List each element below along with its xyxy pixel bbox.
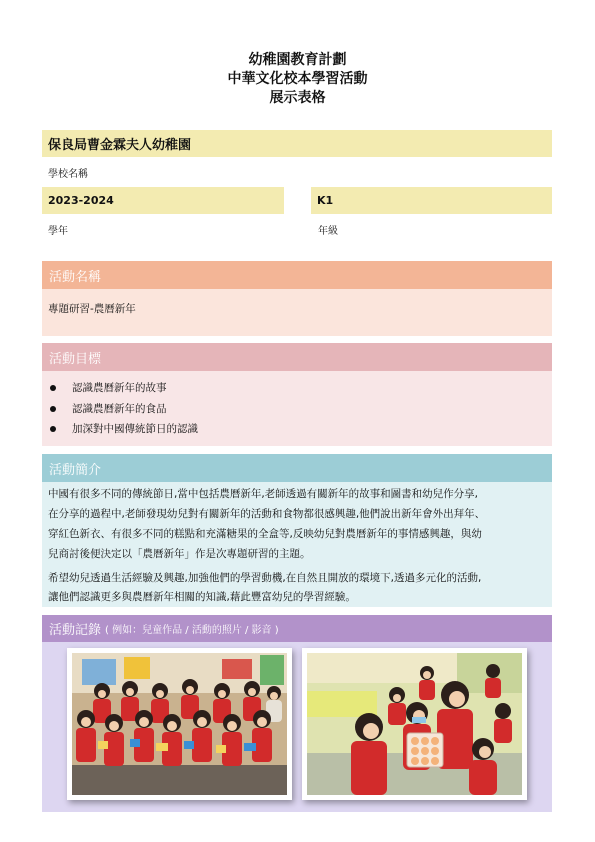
intro-paragraph-line: 中國有很多不同的傳統節日,當中包括農曆新年,老師透過有關新年的故事和圖書和幼兒作分享, bbox=[48, 488, 479, 500]
bullet-icon bbox=[50, 406, 56, 412]
grade-caption: 年級 bbox=[318, 226, 338, 237]
activity-goals-heading-text: 活動目標 bbox=[49, 351, 102, 367]
goal-text: 認識農曆新年的故事 bbox=[72, 382, 167, 394]
activity-records-heading bbox=[42, 615, 552, 642]
year-field bbox=[42, 187, 284, 214]
activity-goals-heading bbox=[42, 343, 552, 371]
activity-photo-classroom bbox=[67, 648, 292, 800]
intro-paragraph-line: 穿紅色新衣、有很多不同的糕點和充滿糖果的全盒等,反映幼兒對農曆新年的事情感興趣，與幼 bbox=[48, 528, 482, 540]
school-name-field bbox=[42, 130, 552, 157]
goal-text: 加深對中國傳統節日的認識 bbox=[72, 423, 198, 435]
goal-item bbox=[50, 421, 198, 436]
goal-text: 認識農曆新年的食品 bbox=[72, 403, 167, 415]
intro-paragraph-line: 讓他們認識更多與農曆新年相關的知識,藉此豐富幼兒的學習經驗。 bbox=[48, 591, 356, 603]
intro-paragraph-line: 在分享的過程中,老師發現幼兒對有關新年的活動和食物都很感興趣,他們說出新年會外出拜年、 bbox=[48, 508, 486, 520]
classroom-group-photo-image bbox=[72, 653, 287, 795]
activity-intro-heading-text: 活動簡介 bbox=[49, 462, 102, 478]
year-caption: 學年 bbox=[48, 226, 68, 237]
activity-name-heading-text: 活動名稱 bbox=[49, 269, 102, 285]
form-title-line3: 展示表格 bbox=[269, 90, 326, 106]
school-name-caption: 學校名稱 bbox=[48, 169, 88, 180]
form-title-line2: 中華文化校本學習活動 bbox=[227, 71, 368, 87]
school-name-value: 保良局曹金霖夫人幼稚園 bbox=[48, 138, 192, 153]
activity-name-value: 專題研習-農曆新年 bbox=[48, 303, 136, 315]
form-title-line1: 幼稚園教育計劃 bbox=[248, 52, 347, 68]
intro-paragraph-line: 希望幼兒透過生活經驗及興趣,加強他們的學習動機,在自然且開放的環境下,透過多元化的活動, bbox=[48, 572, 482, 584]
activity-records-heading-text: 活動記錄 bbox=[49, 623, 102, 638]
activity-records-subheading: ( 例如：兒童作品 / 活動的照片 / 影音 ) bbox=[105, 625, 279, 636]
bullet-icon bbox=[50, 426, 56, 432]
grade-value: K1 bbox=[317, 194, 334, 207]
activity-intro-heading bbox=[42, 454, 552, 482]
activity-photo-sharing bbox=[302, 648, 527, 800]
activity-name-heading bbox=[42, 261, 552, 289]
grade-field bbox=[311, 187, 552, 214]
intro-paragraph-line: 兒商討後便決定以「農曆新年」作是次專題研習的主題。 bbox=[48, 548, 311, 560]
bullet-icon bbox=[50, 385, 56, 391]
goal-item bbox=[50, 380, 167, 395]
goal-item bbox=[50, 401, 167, 416]
year-value: 2023-2024 bbox=[48, 194, 114, 207]
children-sharing-photo-image bbox=[307, 653, 522, 795]
activity-name-body bbox=[42, 289, 552, 336]
